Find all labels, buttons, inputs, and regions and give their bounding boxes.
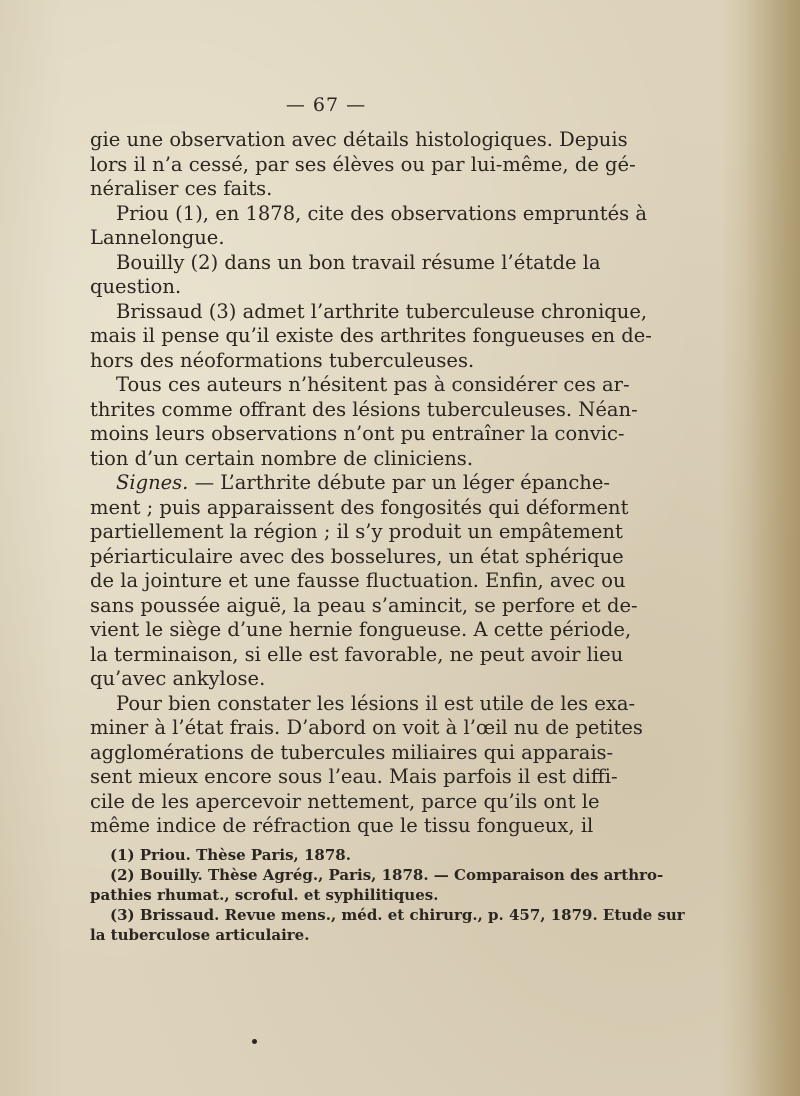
body-line: tion d’un certain nombre de cliniciens. — [90, 446, 474, 470]
footnote-line: pathies rhumat., scroful. et syphilitiques. — [90, 885, 439, 904]
body-line: moins leurs observations n’ont pu entraîner la convic- — [90, 422, 625, 445]
page-text — [90, 92, 685, 945]
body-line: agglomérations de tubercules miliaires qui apparais- — [90, 740, 614, 764]
footnote-line: (1) Priou. Thèse Paris, 1878. — [110, 845, 351, 864]
body-line: miner à l’état frais. D’abord on voit à l’œil nu de petites — [90, 716, 643, 739]
body-line: sent mieux encore sous l’eau. Mais parfois il est diffi- — [90, 765, 618, 788]
body-line: Pour bien constater les lésions il est utile de les exa- — [116, 691, 636, 715]
body-line: partiellement la région ; il s’y produit un empâtement — [90, 520, 623, 543]
body-line: ment ; puis apparaissent des fongosités qui déforment — [90, 495, 629, 519]
body-line: Lannelongue. — [90, 226, 225, 249]
body-line: périarticulaire avec des bosselures, un état sphérique — [90, 544, 624, 568]
body-line: de la jointure et une fausse fluctuation. Enfin, avec ou — [90, 569, 626, 592]
body-line: lors il n’a cessé, par ses élèves ou par lui-même, de gé- — [90, 152, 636, 176]
body-line: mais il pense qu’il existe des arthrites fongueuses en de- — [90, 324, 652, 347]
page-edge-shadow — [745, 0, 800, 1096]
body-line: question. — [90, 275, 182, 298]
footnote-line: la tuberculose articulaire. — [90, 925, 310, 944]
body-line: vient le siège d’une hernie fongueuse. A cette période, — [90, 618, 632, 641]
footnote-line: (2) Bouilly. Thèse Agrég., Paris, 1878. — Comparaison des arthro- — [110, 865, 664, 884]
ink-dot-mark — [252, 1039, 257, 1044]
body-line: Signes. — L’arthrite débute par un léger épanche- — [116, 471, 610, 494]
body-line: hors des néoformations tuberculeuses. — [90, 348, 475, 372]
body-line: sans poussée aiguë, la peau s’amincit, se perfore et de- — [90, 593, 638, 617]
body-line: cile de les apercevoir nettement, parce qu’ils ont le — [90, 789, 600, 813]
page-number: — 67 — — [285, 94, 367, 116]
body-line: Priou (1), en 1878, cite des observations empruntés à — [116, 201, 647, 225]
body-line: gie une observation avec détails histologiques. Depuis — [90, 128, 628, 151]
footnote-line: (3) Brissaud. Revue mens., méd. et chirurg., p. 457, 1879. Etude sur — [110, 905, 685, 924]
section-lead-word: Signes. — [116, 471, 189, 494]
body-line: Brissaud (3) admet l’arthrite tuberculeuse chronique, — [116, 299, 648, 323]
body-line: Bouilly (2) dans un bon travail résume l’étatde la — [116, 250, 601, 274]
body-line: thrites comme offrant des lésions tuberculeuses. Néan- — [90, 397, 638, 421]
footnotes — [90, 845, 685, 945]
body-line: même indice de réfraction que le tissu fongueux, il — [90, 814, 594, 837]
body-line: la terminaison, si elle est favorable, ne peut avoir lieu — [90, 642, 624, 666]
body-line: Tous ces auteurs n’hésitent pas à considérer ces ar- — [116, 373, 630, 396]
body-line: néraliser ces faits. — [90, 177, 273, 200]
body-line: qu’avec ankylose. — [90, 667, 266, 690]
